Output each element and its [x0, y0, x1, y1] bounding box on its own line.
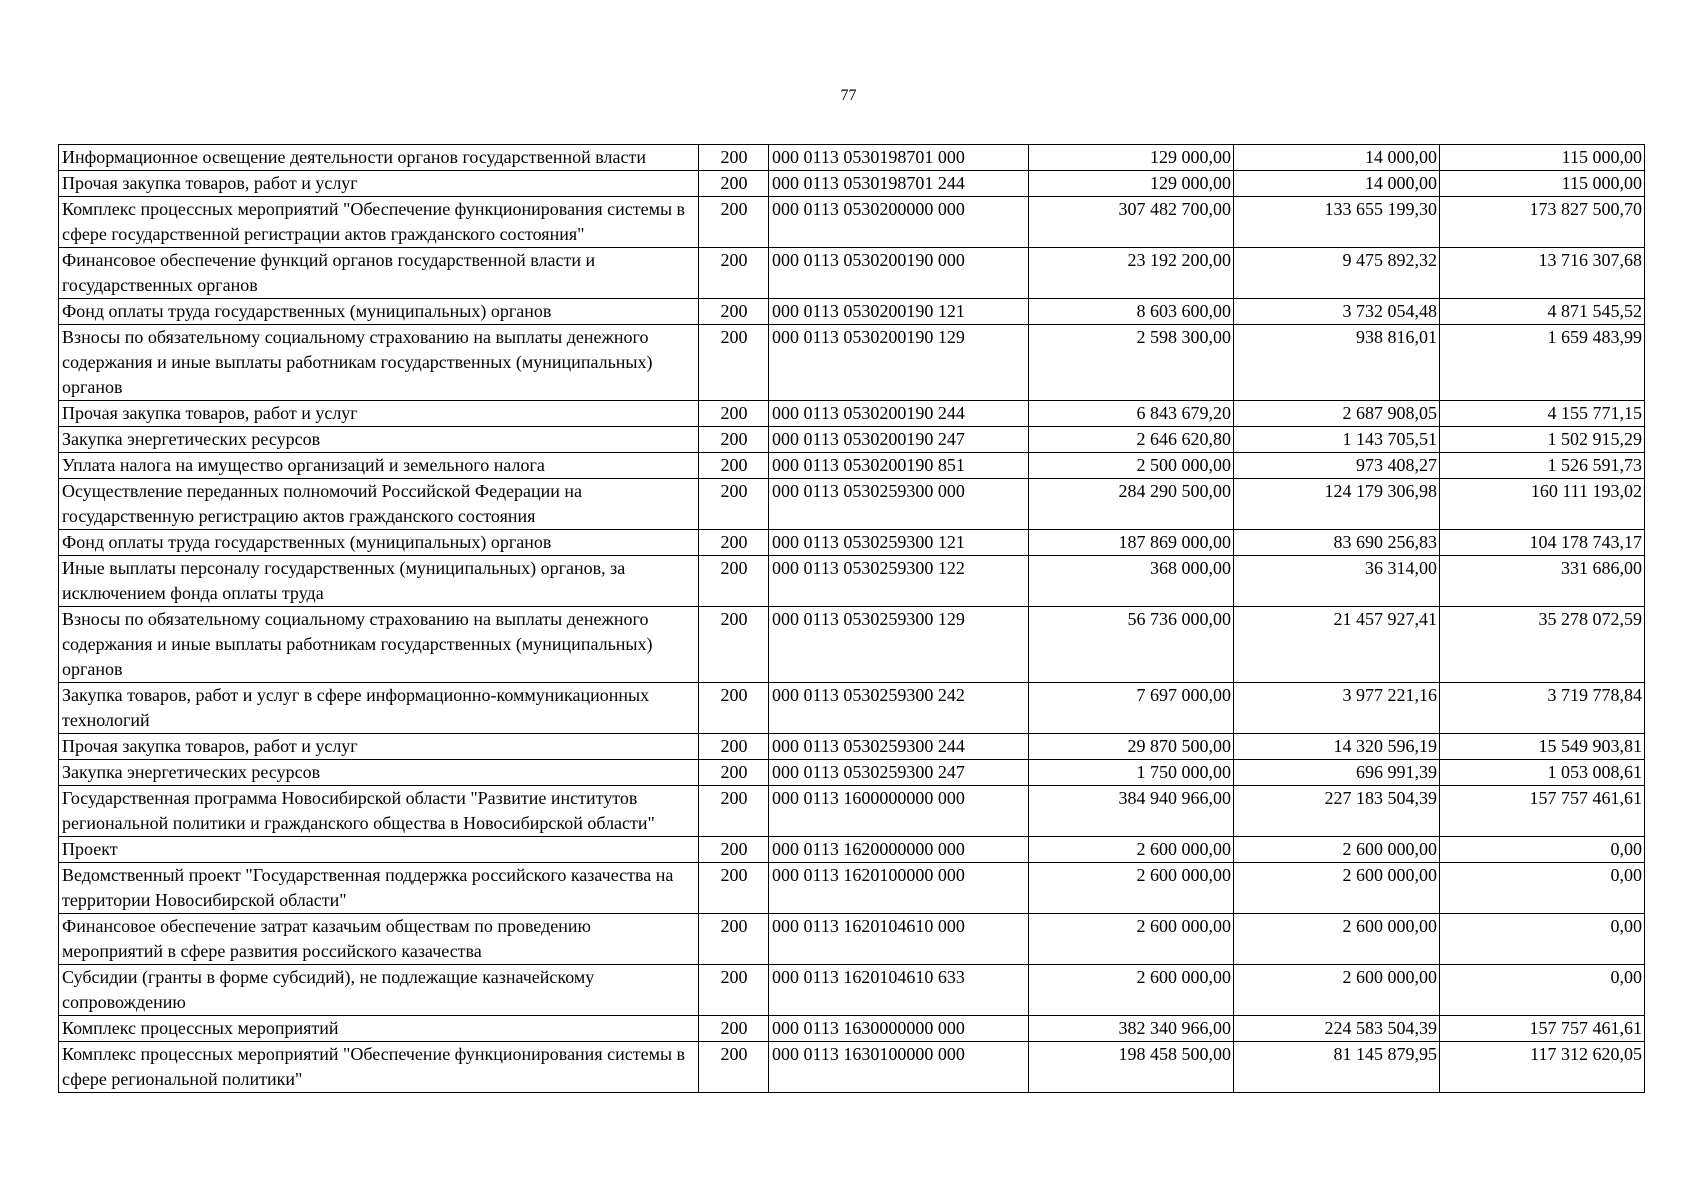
- table-row: [59, 556, 1645, 607]
- executed-amount-cell: 227 183 504,39: [1234, 786, 1440, 837]
- executed-amount-cell: 2 600 000,00: [1234, 965, 1440, 1016]
- line-code-cell: 200: [699, 863, 769, 914]
- unexecuted-amount-cell: 13 716 307,68: [1440, 248, 1645, 299]
- budget-classification-code-cell: 000 0113 1620000000 000: [769, 837, 1029, 863]
- executed-amount-cell: 21 457 927,41: [1234, 607, 1440, 683]
- table-row: [59, 863, 1645, 914]
- executed-amount-cell: 696 991,39: [1234, 760, 1440, 786]
- approved-amount-cell: 2 500 000,00: [1029, 453, 1234, 479]
- expense-name-cell: Прочая закупка товаров, работ и услуг: [59, 734, 699, 760]
- expense-name-cell: Ведомственный проект "Государственная поддержка российского казачества на территории Новосибирской области": [59, 863, 699, 914]
- approved-amount-cell: 284 290 500,00: [1029, 479, 1234, 530]
- budget-classification-code-cell: 000 0113 1630000000 000: [769, 1016, 1029, 1042]
- table-row: [59, 734, 1645, 760]
- table-row: [59, 914, 1645, 965]
- unexecuted-amount-cell: 157 757 461,61: [1440, 786, 1645, 837]
- approved-amount-cell: 382 340 966,00: [1029, 1016, 1234, 1042]
- budget-classification-code-cell: 000 0113 0530259300 242: [769, 683, 1029, 734]
- line-code-cell: 200: [699, 299, 769, 325]
- approved-amount-cell: 129 000,00: [1029, 171, 1234, 197]
- line-code-cell: 200: [699, 248, 769, 299]
- line-code-cell: 200: [699, 786, 769, 837]
- unexecuted-amount-cell: 157 757 461,61: [1440, 1016, 1645, 1042]
- executed-amount-cell: 14 000,00: [1234, 171, 1440, 197]
- table-body: [59, 145, 1645, 1093]
- approved-amount-cell: 2 600 000,00: [1029, 863, 1234, 914]
- expense-name-cell: Фонд оплаты труда государственных (муниципальных) органов: [59, 530, 699, 556]
- expense-name-cell: Уплата налога на имущество организаций и земельного налога: [59, 453, 699, 479]
- executed-amount-cell: 36 314,00: [1234, 556, 1440, 607]
- line-code-cell: 200: [699, 171, 769, 197]
- table-row: [59, 453, 1645, 479]
- expense-name-cell: Закупка энергетических ресурсов: [59, 427, 699, 453]
- approved-amount-cell: 198 458 500,00: [1029, 1042, 1234, 1093]
- line-code-cell: 200: [699, 760, 769, 786]
- line-code-cell: 200: [699, 1042, 769, 1093]
- executed-amount-cell: 938 816,01: [1234, 325, 1440, 401]
- unexecuted-amount-cell: 15 549 903,81: [1440, 734, 1645, 760]
- expense-name-cell: Прочая закупка товаров, работ и услуг: [59, 171, 699, 197]
- executed-amount-cell: 224 583 504,39: [1234, 1016, 1440, 1042]
- budget-classification-code-cell: 000 0113 0530200000 000: [769, 197, 1029, 248]
- approved-amount-cell: 129 000,00: [1029, 145, 1234, 171]
- expense-name-cell: Взносы по обязательному социальному страхованию на выплаты денежного содержания и иные выплаты работникам государственных (муниципальных) органов: [59, 325, 699, 401]
- budget-classification-code-cell: 000 0113 0530200190 244: [769, 401, 1029, 427]
- approved-amount-cell: 307 482 700,00: [1029, 197, 1234, 248]
- expense-name-cell: Комплекс процессных мероприятий "Обеспечение функционирования системы в сфере государственной регистрации актов гражданского состояния": [59, 197, 699, 248]
- approved-amount-cell: 2 598 300,00: [1029, 325, 1234, 401]
- unexecuted-amount-cell: 0,00: [1440, 965, 1645, 1016]
- budget-classification-code-cell: 000 0113 0530259300 121: [769, 530, 1029, 556]
- expense-name-cell: Взносы по обязательному социальному страхованию на выплаты денежного содержания и иные выплаты работникам государственных (муниципальных) органов: [59, 607, 699, 683]
- line-code-cell: 200: [699, 479, 769, 530]
- budget-classification-code-cell: 000 0113 1620104610 000: [769, 914, 1029, 965]
- line-code-cell: 200: [699, 401, 769, 427]
- line-code-cell: 200: [699, 427, 769, 453]
- table-row: [59, 607, 1645, 683]
- executed-amount-cell: 2 600 000,00: [1234, 914, 1440, 965]
- approved-amount-cell: 2 646 620,80: [1029, 427, 1234, 453]
- unexecuted-amount-cell: 1 502 915,29: [1440, 427, 1645, 453]
- executed-amount-cell: 2 687 908,05: [1234, 401, 1440, 427]
- executed-amount-cell: 3 732 054,48: [1234, 299, 1440, 325]
- executed-amount-cell: 14 000,00: [1234, 145, 1440, 171]
- line-code-cell: 200: [699, 556, 769, 607]
- unexecuted-amount-cell: 1 659 483,99: [1440, 325, 1645, 401]
- approved-amount-cell: 23 192 200,00: [1029, 248, 1234, 299]
- page-number: 77: [840, 87, 857, 104]
- unexecuted-amount-cell: 3 719 778,84: [1440, 683, 1645, 734]
- executed-amount-cell: 83 690 256,83: [1234, 530, 1440, 556]
- unexecuted-amount-cell: 117 312 620,05: [1440, 1042, 1645, 1093]
- line-code-cell: 200: [699, 607, 769, 683]
- executed-amount-cell: 124 179 306,98: [1234, 479, 1440, 530]
- line-code-cell: 200: [699, 734, 769, 760]
- unexecuted-amount-cell: 160 111 193,02: [1440, 479, 1645, 530]
- executed-amount-cell: 133 655 199,30: [1234, 197, 1440, 248]
- approved-amount-cell: 2 600 000,00: [1029, 965, 1234, 1016]
- line-code-cell: 200: [699, 914, 769, 965]
- approved-amount-cell: 8 603 600,00: [1029, 299, 1234, 325]
- table-row: [59, 786, 1645, 837]
- executed-amount-cell: 1 143 705,51: [1234, 427, 1440, 453]
- line-code-cell: 200: [699, 837, 769, 863]
- unexecuted-amount-cell: 4 871 545,52: [1440, 299, 1645, 325]
- unexecuted-amount-cell: 0,00: [1440, 837, 1645, 863]
- budget-classification-code-cell: 000 0113 0530200190 247: [769, 427, 1029, 453]
- line-code-cell: 200: [699, 197, 769, 248]
- budget-classification-code-cell: 000 0113 0530200190 121: [769, 299, 1029, 325]
- unexecuted-amount-cell: 4 155 771,15: [1440, 401, 1645, 427]
- unexecuted-amount-cell: 1 526 591,73: [1440, 453, 1645, 479]
- approved-amount-cell: 2 600 000,00: [1029, 837, 1234, 863]
- unexecuted-amount-cell: 0,00: [1440, 914, 1645, 965]
- budget-classification-code-cell: 000 0113 0530200190 851: [769, 453, 1029, 479]
- approved-amount-cell: 187 869 000,00: [1029, 530, 1234, 556]
- unexecuted-amount-cell: 115 000,00: [1440, 171, 1645, 197]
- table-row: [59, 683, 1645, 734]
- approved-amount-cell: 29 870 500,00: [1029, 734, 1234, 760]
- table-row: [59, 427, 1645, 453]
- approved-amount-cell: 384 940 966,00: [1029, 786, 1234, 837]
- budget-classification-code-cell: 000 0113 0530200190 129: [769, 325, 1029, 401]
- executed-amount-cell: 3 977 221,16: [1234, 683, 1440, 734]
- expense-name-cell: Закупка энергетических ресурсов: [59, 760, 699, 786]
- expense-name-cell: Фонд оплаты труда государственных (муниципальных) органов: [59, 299, 699, 325]
- unexecuted-amount-cell: 331 686,00: [1440, 556, 1645, 607]
- expense-name-cell: Информационное освещение деятельности органов государственной власти: [59, 145, 699, 171]
- executed-amount-cell: 9 475 892,32: [1234, 248, 1440, 299]
- executed-amount-cell: 973 408,27: [1234, 453, 1440, 479]
- table-row: [59, 248, 1645, 299]
- expense-name-cell: Прочая закупка товаров, работ и услуг: [59, 401, 699, 427]
- table-row: [59, 401, 1645, 427]
- approved-amount-cell: 2 600 000,00: [1029, 914, 1234, 965]
- expense-name-cell: Осуществление переданных полномочий Российской Федерации на государственную регистрацию актов гражданского состояния: [59, 479, 699, 530]
- expense-name-cell: Иные выплаты персоналу государственных (муниципальных) органов, за исключением фонда оплаты труда: [59, 556, 699, 607]
- budget-classification-code-cell: 000 0113 0530198701 000: [769, 145, 1029, 171]
- expense-name-cell: Финансовое обеспечение функций органов государственной власти и государственных органов: [59, 248, 699, 299]
- expense-name-cell: Финансовое обеспечение затрат казачьим обществам по проведению мероприятий в сфере развития российского казачества: [59, 914, 699, 965]
- budget-classification-code-cell: 000 0113 0530259300 000: [769, 479, 1029, 530]
- budget-classification-code-cell: 000 0113 0530259300 247: [769, 760, 1029, 786]
- expense-name-cell: Проект: [59, 837, 699, 863]
- line-code-cell: 200: [699, 453, 769, 479]
- unexecuted-amount-cell: 0,00: [1440, 863, 1645, 914]
- executed-amount-cell: 14 320 596,19: [1234, 734, 1440, 760]
- executed-amount-cell: 81 145 879,95: [1234, 1042, 1440, 1093]
- unexecuted-amount-cell: 104 178 743,17: [1440, 530, 1645, 556]
- line-code-cell: 200: [699, 325, 769, 401]
- unexecuted-amount-cell: 115 000,00: [1440, 145, 1645, 171]
- unexecuted-amount-cell: 1 053 008,61: [1440, 760, 1645, 786]
- line-code-cell: 200: [699, 683, 769, 734]
- budget-classification-code-cell: 000 0113 0530200190 000: [769, 248, 1029, 299]
- expense-name-cell: Комплекс процессных мероприятий: [59, 1016, 699, 1042]
- approved-amount-cell: 368 000,00: [1029, 556, 1234, 607]
- expense-name-cell: Государственная программа Новосибирской области "Развитие институтов региональной политики и гражданского общества в Новосибирской области": [59, 786, 699, 837]
- approved-amount-cell: 1 750 000,00: [1029, 760, 1234, 786]
- line-code-cell: 200: [699, 965, 769, 1016]
- line-code-cell: 200: [699, 530, 769, 556]
- expense-name-cell: Закупка товаров, работ и услуг в сфере информационно-коммуникационных технологий: [59, 683, 699, 734]
- approved-amount-cell: 6 843 679,20: [1029, 401, 1234, 427]
- executed-amount-cell: 2 600 000,00: [1234, 863, 1440, 914]
- budget-classification-code-cell: 000 0113 0530198701 244: [769, 171, 1029, 197]
- table-row: [59, 197, 1645, 248]
- budget-classification-code-cell: 000 0113 0530259300 129: [769, 607, 1029, 683]
- table-row: [59, 299, 1645, 325]
- table-row: [59, 1042, 1645, 1093]
- budget-classification-code-cell: 000 0113 1600000000 000: [769, 786, 1029, 837]
- table-row: [59, 145, 1645, 171]
- budget-classification-code-cell: 000 0113 1630100000 000: [769, 1042, 1029, 1093]
- line-code-cell: 200: [699, 1016, 769, 1042]
- unexecuted-amount-cell: 173 827 500,70: [1440, 197, 1645, 248]
- expense-name-cell: Субсидии (гранты в форме субсидий), не подлежащие казначейскому сопровождению: [59, 965, 699, 1016]
- expense-name-cell: Комплекс процессных мероприятий "Обеспечение функционирования системы в сфере региональной политики": [59, 1042, 699, 1093]
- unexecuted-amount-cell: 35 278 072,59: [1440, 607, 1645, 683]
- budget-classification-code-cell: 000 0113 0530259300 244: [769, 734, 1029, 760]
- budget-execution-table: [58, 144, 1645, 1093]
- table-row: [59, 479, 1645, 530]
- table-row: [59, 530, 1645, 556]
- budget-classification-code-cell: 000 0113 1620100000 000: [769, 863, 1029, 914]
- table-row: [59, 1016, 1645, 1042]
- table-row: [59, 325, 1645, 401]
- approved-amount-cell: 56 736 000,00: [1029, 607, 1234, 683]
- approved-amount-cell: 7 697 000,00: [1029, 683, 1234, 734]
- executed-amount-cell: 2 600 000,00: [1234, 837, 1440, 863]
- line-code-cell: 200: [699, 145, 769, 171]
- table-row: [59, 965, 1645, 1016]
- table-row: [59, 171, 1645, 197]
- budget-classification-code-cell: 000 0113 1620104610 633: [769, 965, 1029, 1016]
- table-row: [59, 760, 1645, 786]
- table-row: [59, 837, 1645, 863]
- budget-classification-code-cell: 000 0113 0530259300 122: [769, 556, 1029, 607]
